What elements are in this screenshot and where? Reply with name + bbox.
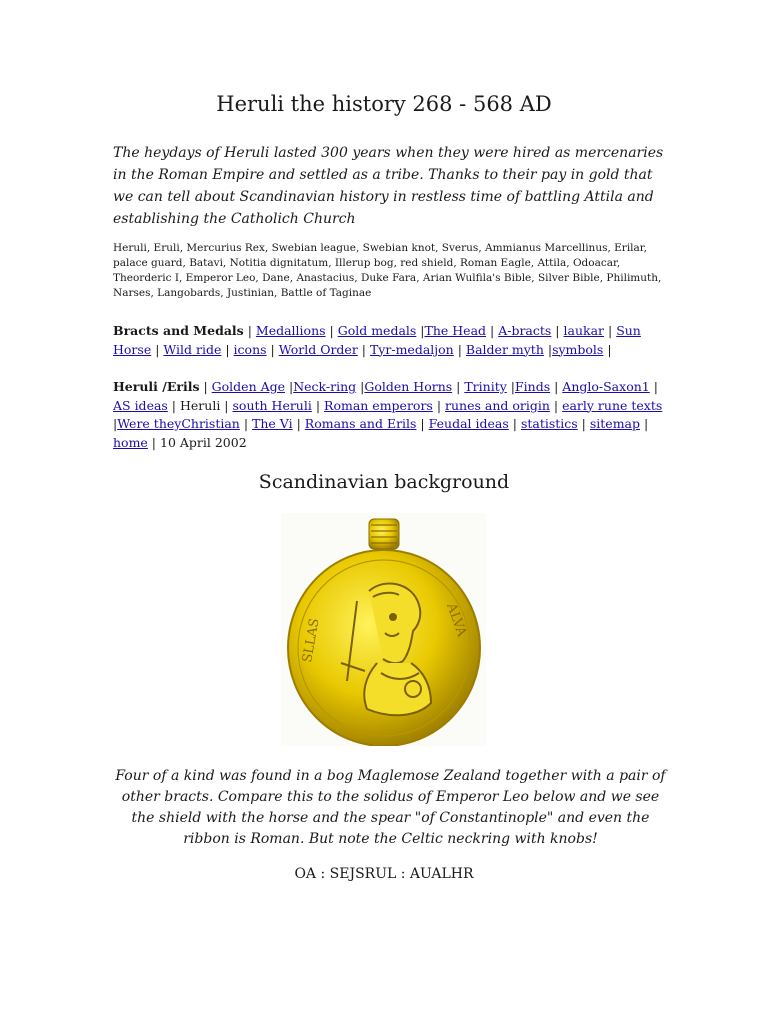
coin-legend-left: SLLAS — [300, 617, 323, 664]
page-title: Heruli the history 268 - 568 AD — [216, 92, 552, 116]
link-trinity[interactable]: Trinity — [464, 379, 507, 394]
link-anglo-saxon1[interactable]: Anglo-Saxon1 — [562, 379, 650, 394]
bracteate-loop — [369, 519, 399, 549]
link-tyr-medaljon[interactable]: Tyr-medaljon — [369, 341, 454, 357]
rune-inscription: OA : SEJSRUL : AUALHR — [294, 866, 474, 882]
section-title: Scandinavian background — [258, 471, 510, 493]
link-romans-and-erils[interactable]: Romans and Erils — [304, 416, 417, 431]
intro-paragraph: The heydays of Heruli lasted 300 years when they were hired as mercenaries in the Roman Empire and settled as a tribe. Thanks to their pay in gold that we can tell about Scandinavian history in restless time of battling Attila and establishing the Catholich Church — [113, 145, 664, 227]
keywords-list: Heruli, Eruli, Mercurius Rex, Swebian league, Swebian knot, Sverus, Ammianus Marcellinus, Erilar, palace guard, Batavi, Notitia dignitatum, Illerup bog, red shield, Roman Eagle, Attila, Odoacar, Theorderic I, Emperor Leo, Dane, Anastacius, Duke Fara, Arian Wulfila's Bible, Silver Bible, Philimuth, Narses, Langobards, Justinian, Battle of Taginae — [113, 242, 662, 299]
link-neck-ring[interactable]: Neck-ring — [293, 379, 357, 394]
link-sitemap[interactable]: sitemap — [589, 416, 641, 431]
link-a-bracts[interactable]: A-bracts — [498, 323, 552, 338]
link-golden-horns[interactable]: Golden Horns — [364, 379, 453, 394]
link-world-order[interactable]: World Order — [278, 341, 358, 357]
link-balder-myth[interactable]: Balder myth — [465, 341, 544, 357]
nav-heruli-erils: Heruli /Erils | Golden Age |Neck-ring |Golden Horns | Trinity |Finds | Anglo-Saxon1 | AS ideas | Heruli | south Heruli | Roman emperors | runes and origin | early rune texts |Were theyChristian | The Vi | Romans and Erils | Feudal ideas | statistics | sitemap | home | 10 April 2002 — [113, 379, 663, 450]
link-gold-medals[interactable]: Gold medals — [337, 323, 417, 338]
link-sun-horse[interactable]: Sun Horse — [113, 323, 641, 357]
page-date: 10 April 2002 — [160, 434, 247, 450]
link-icons[interactable]: icons — [233, 341, 267, 357]
link-symbols[interactable]: symbols — [552, 341, 604, 357]
current-page-heruli: Heruli — [180, 397, 221, 413]
link-were-they-christian[interactable]: Were theyChristian — [117, 416, 240, 431]
link-roman-emperors[interactable]: Roman emperors — [324, 397, 433, 413]
nav-lead-heruli: Heruli /Erils — [113, 379, 200, 394]
nav-lead-bracts: Bracts and Medals — [113, 323, 244, 338]
link-laukar[interactable]: laukar — [563, 323, 605, 338]
link-golden-age[interactable]: Golden Age — [211, 379, 286, 394]
coin-legend-right: ALVA — [443, 601, 470, 639]
link-runes-and-origin[interactable]: runes and origin — [445, 397, 550, 413]
gold-bracteate-coin — [281, 513, 486, 746]
link-the-vi[interactable]: The Vi — [252, 416, 293, 431]
link-feudal-ideas[interactable]: Feudal ideas — [428, 416, 509, 431]
link-the-head[interactable]: The Head — [424, 323, 487, 338]
link-medallions[interactable]: Medallions — [255, 323, 326, 338]
link-early-rune-texts[interactable]: early rune texts — [562, 397, 663, 413]
bracteate-image — [281, 513, 486, 746]
link-as-ideas[interactable]: AS ideas — [113, 397, 168, 413]
image-caption: Four of a kind was found in a bog Maglemose Zealand together with a pair of other bracts. Compare this to the solidus of Emperor Leo below and we see the shield with the horse and the spear "of Constantinople" and even the ribbon is Roman. But note the Celtic neckring with knobs! — [115, 768, 666, 847]
link-statistics[interactable]: statistics — [520, 416, 578, 431]
nav-bracts-and-medals: Bracts and Medals | Medallions | Gold medals |The Head | A-bracts | laukar | Sun Horse | Wild ride | icons | World Order | Tyr-medaljon | Balder myth |symbols | — [113, 323, 641, 357]
link-south-heruli[interactable]: south Heruli — [232, 397, 312, 413]
link-finds[interactable]: Finds — [514, 379, 551, 394]
link-wild-ride[interactable]: Wild ride — [163, 341, 222, 357]
link-home[interactable]: home — [113, 434, 148, 450]
